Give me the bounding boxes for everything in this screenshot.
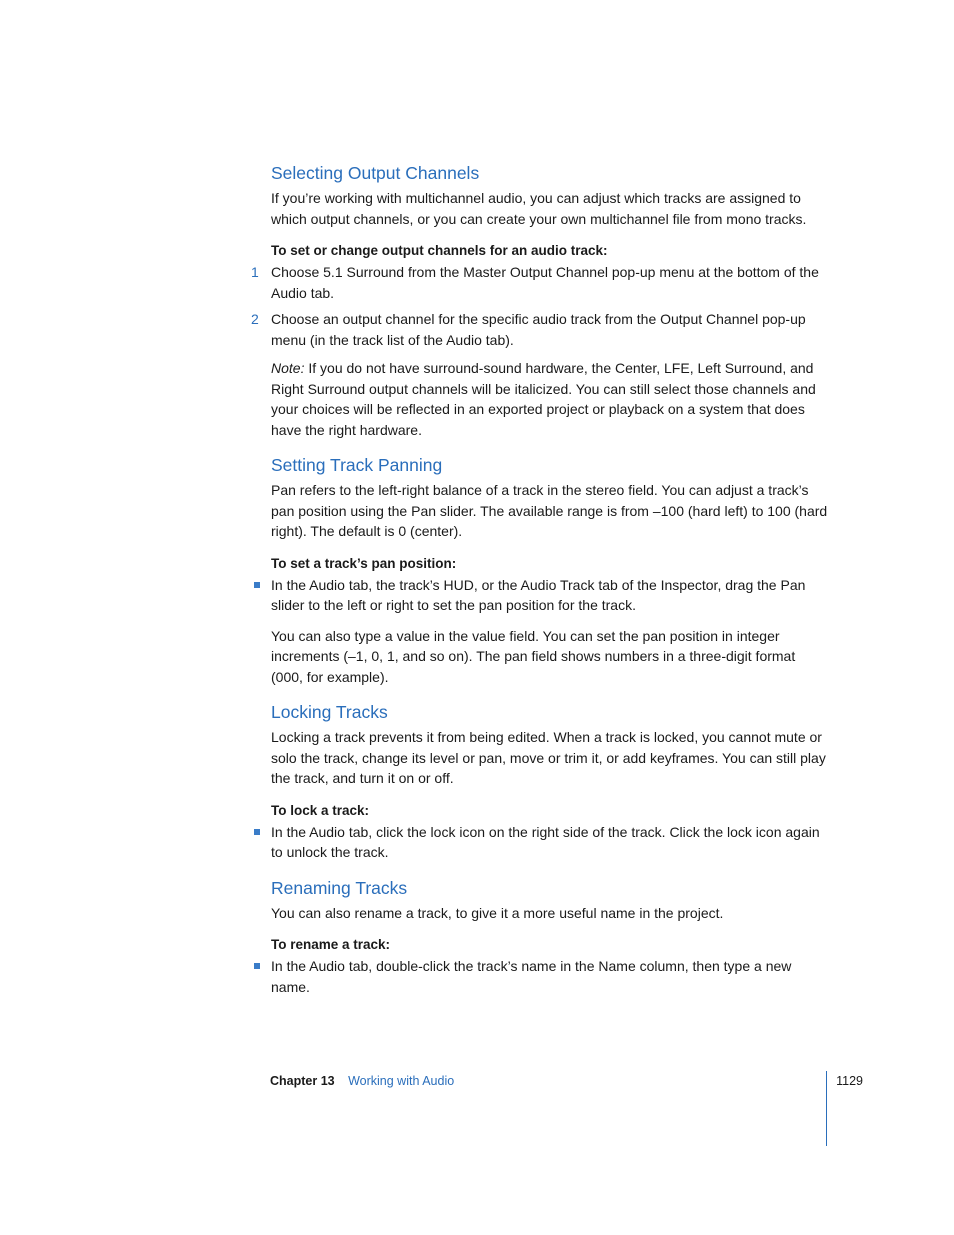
- bullet-square-icon: [254, 829, 260, 835]
- bullet-item: [271, 822, 831, 863]
- bullet-text: In the Audio tab, the track’s HUD, or the Audio Track tab of the Inspector, drag the Pan slider to the left or right to set the pan position for the track.: [271, 576, 806, 613]
- section-heading: Renaming Tracks: [271, 877, 408, 898]
- page-footer: [270, 1071, 863, 1091]
- section-intro: If you’re working with multichannel audio, you can adjust which tracks are assigned to which output channels, or you can create your own multichannel file from mono tracks.: [271, 190, 807, 227]
- step-item: [251, 309, 831, 350]
- note-label: Note:: [271, 360, 305, 376]
- section-heading: Selecting Output Channels: [271, 163, 480, 183]
- task-heading: To lock a track:: [271, 802, 370, 818]
- bullet-item: [271, 575, 831, 616]
- section-locking-tracks: [271, 701, 831, 863]
- task-heading: To rename a track:: [271, 937, 391, 952]
- note-text: If you do not have surround-sound hardware, the Center, LFE, Left Surround, and Right Surround output channels will be italicized. You can still select those channels and your choices will be reflected in an exported project or playback on a system that does have the right hardware.: [271, 360, 816, 438]
- section-selecting-output-channels: [251, 162, 831, 440]
- section-renaming-tracks: [271, 877, 831, 998]
- section-intro: Pan refers to the left-right balance of a track in the stereo field. You can adjust a track’s pan position using the Pan slider. The available range is from –100 (hard left) to 100 (hard right). The default is 0 (center).: [271, 482, 828, 539]
- section-heading: Setting Track Panning: [271, 455, 443, 475]
- bullet-item: [271, 956, 831, 997]
- task-heading: To set a track’s pan position:: [271, 555, 457, 571]
- bullet-text: In the Audio tab, click the lock icon on the right side of the track. Click the lock icon again to unlock the track.: [271, 823, 820, 860]
- note-paragraph: [271, 358, 831, 440]
- bullet-text: In the Audio tab, double-click the track’s name in the Name column, then type a new name.: [271, 958, 792, 995]
- task-heading: To set or change output channels for an audio track:: [271, 243, 608, 258]
- section-intro: Locking a track prevents it from being edited. When a track is locked, you cannot mute or solo the track, change its level or pan, move or trim it, or add keyframes. You can still play the track, and turn it on or off.: [271, 729, 826, 786]
- follow-paragraph: You can also type a value in the value field. You can set the pan position in integer increments (–1, 0, 1, and so on). The pan field shows numbers in a three-digit format (000, for example).: [271, 627, 796, 685]
- page-number: 1129: [836, 1074, 863, 1088]
- section-setting-track-panning: [271, 454, 831, 687]
- page-content: [251, 162, 831, 1011]
- section-heading: Locking Tracks: [271, 702, 388, 722]
- section-intro: You can also rename a track, to give it a more useful name in the project.: [271, 904, 724, 921]
- step-number: 1: [251, 264, 259, 280]
- step-item: [251, 262, 831, 303]
- footer-chapter: Chapter 13: [270, 1074, 335, 1088]
- step-text: Choose an output channel for the specific audio track from the Output Channel pop-up menu (in the track list of the Audio tab).: [271, 311, 806, 348]
- bullet-square-icon: [254, 582, 260, 588]
- bullet-square-icon: [254, 963, 260, 969]
- step-number: 2: [251, 311, 259, 327]
- footer-chapter-title: Working with Audio: [348, 1074, 455, 1088]
- step-text: Choose 5.1 Surround from the Master Output Channel pop-up menu at the bottom of the Audio tab.: [271, 264, 819, 301]
- footer-rule: [826, 1071, 827, 1146]
